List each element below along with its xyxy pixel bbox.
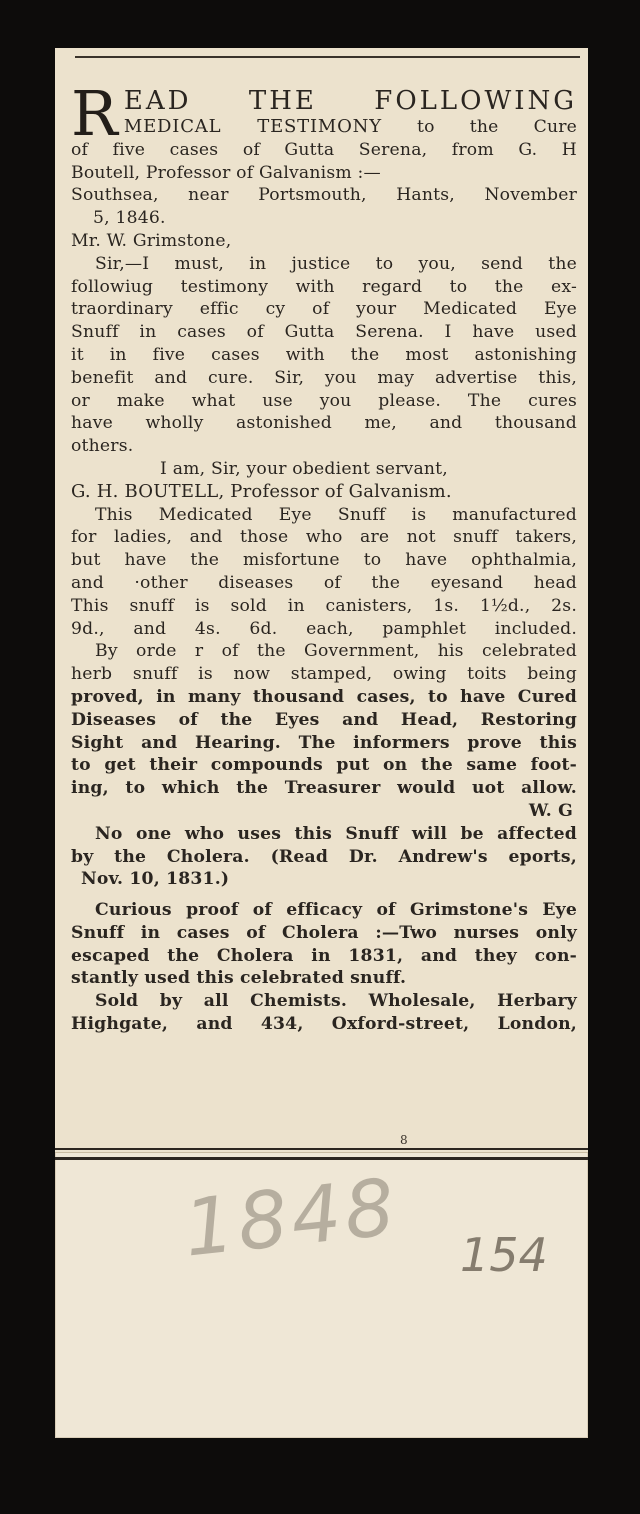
letter-line: followiug testimony with regard to the ex-	[71, 276, 577, 297]
top-rule	[75, 56, 580, 58]
paragraph-line: By orde r of the Government, his celebrated	[95, 641, 577, 662]
letter-line: have wholly astonished me, and thousand	[71, 413, 577, 434]
pencil-year-annotation: 1848	[180, 1162, 403, 1275]
pencil-number-annotation: 154	[460, 1228, 548, 1282]
bottom-rule	[55, 1148, 588, 1160]
paragraph-line: This Medicated Eye Snuff is manufactured	[95, 504, 577, 525]
place-line: 5, 1846.	[93, 208, 166, 229]
paragraph-line: ing, to which the Treasurer would uot allow.	[71, 778, 577, 799]
letter-line: Sir,—I must, in justice to you, send the	[95, 253, 577, 274]
intro-line: of five cases of Gutta Serena, from G. H	[71, 139, 577, 160]
paragraph-line: escaped the Cholera in 1831, and they con-	[71, 945, 577, 966]
signature: G. H. BOUTELL, Professor of Galvanism.	[71, 480, 452, 502]
place-line: Southsea, near Portsmouth, Hants, November	[71, 185, 577, 206]
letter-line: Snuff in cases of Gutta Serena. I have used	[71, 322, 577, 343]
paragraph-line: Curious proof of efficacy of Grimstone's Eye	[95, 900, 577, 921]
paragraph-line: Highgate, and 434, Oxford-street, London,	[71, 1014, 577, 1035]
advertisement-text	[71, 77, 577, 1036]
subheadline-tail: to the Cure	[381, 117, 577, 137]
paragraph-line: This snuff is sold in canisters, 1s. 1½d., 2s.	[71, 595, 577, 616]
letter-line: benefit and cure. Sir, you may advertise this,	[71, 367, 577, 388]
paragraph-line: Snuff in cases of Cholera :—Two nurses only	[71, 922, 577, 943]
letter-line: others.	[71, 436, 134, 457]
paragraph-line: but have the misfortune to have ophthalmia,	[71, 550, 577, 571]
paragraph-line: for ladies, and those who are not snuff takers,	[71, 527, 577, 548]
intro-line: Boutell, Professor of Galvanism :—	[71, 162, 381, 183]
letter-line: or make what use you please. The cures	[71, 390, 577, 411]
printer-mark: 8	[400, 1133, 408, 1147]
drop-cap: R	[71, 77, 118, 150]
paragraph-line: to get their compounds put on the same foot-	[71, 755, 577, 776]
headline: EAD THE FOLLOWING	[123, 86, 577, 116]
paragraph-line: Sold by all Chemists. Wholesale, Herbary	[95, 991, 577, 1012]
paragraph-line: Nov. 10, 1831.)	[81, 869, 230, 890]
paragraph-line: herb snuff is now stamped, owing toits being	[71, 664, 577, 685]
addressee: Mr. W. Grimstone,	[71, 230, 232, 251]
paragraph-line: No one who uses this Snuff will be affected	[95, 823, 577, 844]
initials: W. G	[528, 800, 573, 821]
paragraph-line: by the Cholera. (Read Dr. Andrew's eports,	[71, 846, 577, 867]
paragraph-line: Diseases of the Eyes and Head, Restoring	[71, 709, 577, 730]
letter-line: traordinary effic cy of your Medicated Eye	[71, 299, 577, 320]
letter-line: it in five cases with the most astonishing	[71, 344, 577, 365]
paragraph-line: and ·other diseases of the eyesand head	[71, 572, 577, 593]
paragraph-line: 9d., and 4s. 6d. each, pamphlet included.	[71, 618, 577, 639]
paragraph-line: Sight and Hearing. The informers prove this	[71, 732, 577, 753]
paragraph-line: stantly used this celebrated snuff.	[71, 968, 407, 989]
subheadline: MEDICAL TESTIMONY	[123, 116, 382, 137]
paragraph-line: proved, in many thousand cases, to have Cured	[71, 686, 577, 707]
closing: I am, Sir, your obedient servant,	[160, 458, 448, 479]
newspaper-clipping	[55, 48, 588, 1153]
